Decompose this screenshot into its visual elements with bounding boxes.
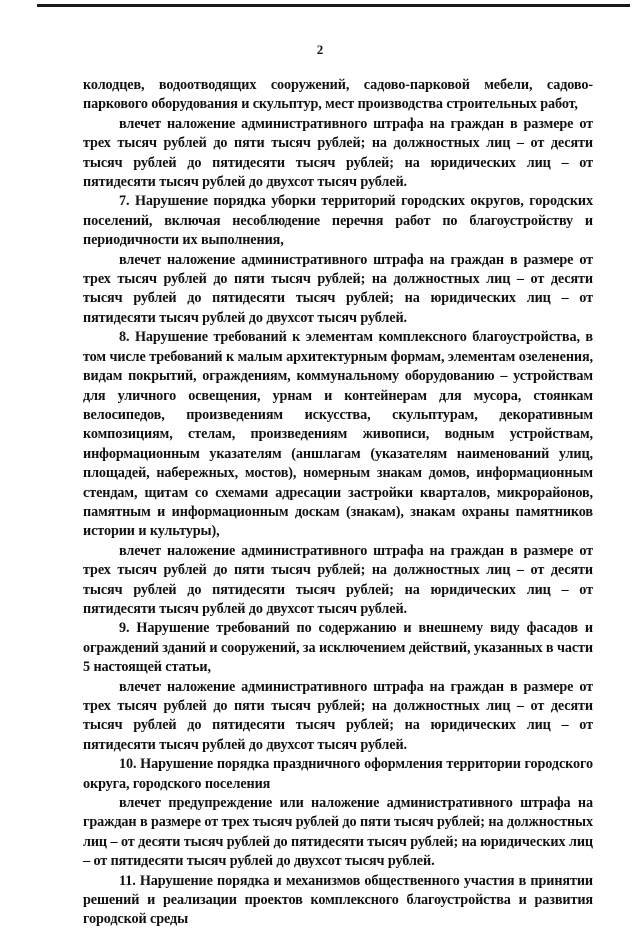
paragraph-item-9: 9. Нарушение требований по содержанию и внешнему виду фасадов и ограждений зданий и сооружений, за исключением действий, указанных в части 5 настоящей статьи,: [83, 620, 593, 676]
paragraph-penalty: влечет предупреждение или наложение административного штрафа на граждан в размере от трех тысяч рублей до пяти тысяч рублей; на должностных лиц – от десяти тысяч рублей до пятидесяти тысяч рублей; на юридических лиц – от пятидесяти тысяч рублей до двухсот тысяч рублей.: [83, 795, 593, 870]
page-number: 2: [316, 42, 324, 57]
paragraph-penalty: влечет наложение административного штрафа на граждан в размере от трех тысяч рублей до пяти тысяч рублей; на должностных лиц – от десяти тысяч рублей до пятидесяти тысяч рублей; на юридических лиц – от пятидесяти тысяч рублей до двухсот тысяч рублей.: [83, 115, 593, 191]
paragraph-item-11: 11. Нарушение порядка и механизмов общественного участия в принятии решений и реализации проектов комплексного благоустройства и развития городской среды: [83, 872, 593, 928]
paragraph-continuation: колодцев, водоотводящих сооружений, садово-парковой мебели, садово-паркового оборудования и скульптур, мест производства строительных работ,: [83, 77, 593, 113]
paragraph-item-8: 8. Нарушение требований к элементам комплексного благоустройства, в том числе требований к малым архитектурным формам, элементам озеленения, видам покрытий, ограждениям, коммунальному оборудованию – устройствам для уличного освещения, урнам и контейнерам для мусора, стоянкам велосипедов, произведениям искусства, скульптурам, декоративным композициям, стелам, произведениям живописи, водным устройствам, информационным указателям (аншлагам (указателям наименований улиц, площадей, набережных, мостов), номерным знакам домов, информационным стендам, щитам со схемами адресации застройки кварталов, микрорайонов, памятным и информационным доскам (знакам), знакам охраны памятников истории и культуры),: [83, 329, 593, 540]
paragraph-penalty: влечет наложение административного штрафа на граждан в размере от трех тысяч рублей до пяти тысяч рублей; на должностных лиц – от десяти тысяч рублей до пятидесяти тысяч рублей; на юридических лиц – от пятидесяти тысяч рублей до двухсот тысяч рублей.: [83, 678, 593, 753]
paragraph-item-7: 7. Нарушение порядка уборки территорий городских округов, городских поселений, включая несоблюдение перечня работ по благоустройству и периодичности их выполнения,: [83, 193, 593, 249]
paragraph-penalty: влечет наложение административного штрафа на граждан в размере от трех тысяч рублей до пяти тысяч рублей; на должностных лиц – от десяти тысяч рублей до пятидесяти тысяч рублей; на юридических лиц – от пятидесяти тысяч рублей до двухсот тысяч рублей.: [83, 542, 593, 617]
top-border-line: [37, 4, 630, 7]
paragraph-item-10: 10. Нарушение порядка праздничного оформления территории городского округа, городского поселения: [83, 756, 593, 792]
paragraph-penalty: влечет наложение административного штрафа на граждан в размере от трех тысяч рублей до пяти тысяч рублей; на должностных лиц – от десяти тысяч рублей до пятидесяти тысяч рублей; на юридических лиц – от пятидесяти тысяч рублей до двухсот тысяч рублей.: [83, 251, 593, 326]
document-body: [83, 76, 593, 930]
